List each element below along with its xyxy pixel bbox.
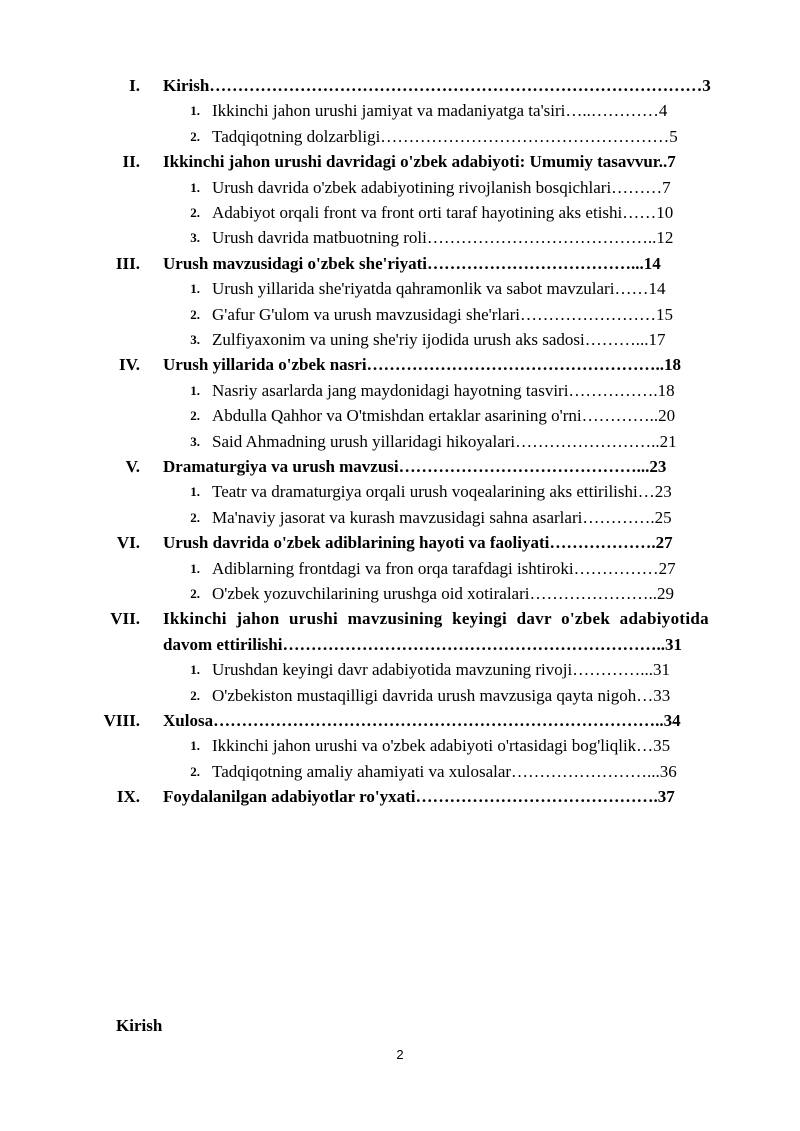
toc-section — [0, 785, 800, 809]
toc-subsection — [0, 557, 800, 581]
toc-number: 2. — [190, 763, 200, 779]
toc-entry-text: Adabiyot orqali front va front orti taraf hayotining aks etishi……10 — [212, 203, 674, 222]
toc-entry-text: O'zbekiston mustaqilligi davrida urush mavzusiga qayta nigoh…33 — [212, 685, 671, 705]
page-number: 2 — [396, 1047, 404, 1062]
toc-section — [0, 709, 800, 733]
toc-section — [0, 455, 800, 479]
toc-section — [0, 74, 800, 98]
toc-number: IX. — [116, 787, 140, 807]
toc-subsection — [0, 176, 800, 200]
toc-subsection — [0, 582, 800, 606]
toc-number: IV. — [119, 355, 140, 375]
toc-subsection — [0, 404, 800, 428]
toc-entry-text: Urush mavzusidagi o'zbek she'riyati………………………………...14 — [163, 253, 661, 273]
toc-number: I. — [129, 76, 140, 95]
toc-number: II. — [122, 152, 140, 172]
toc-number: 3. — [190, 433, 200, 449]
toc-number: 1. — [190, 103, 200, 119]
toc-subsection — [0, 760, 800, 784]
toc-number: VI. — [116, 533, 140, 553]
toc-section — [0, 150, 800, 174]
toc-subsection — [0, 277, 800, 301]
toc-entry-text: Kirish……………………………………………………………………………3 — [163, 76, 711, 95]
toc-number: 1. — [190, 662, 200, 678]
toc-entry-text: Urush davrida o'zbek adiblarining hayoti va faoliyati……………….27 — [163, 533, 673, 553]
toc-entry-text: Tadqiqotning dolzarbligi……………………………………………5 — [212, 126, 678, 146]
toc-number: III. — [115, 253, 140, 273]
toc-entry-text: Ikkinchi jahon urushi davridagi o'zbek adabiyoti: Umumiy tasavvur..7 — [163, 152, 676, 172]
toc-subsection — [0, 328, 800, 352]
toc-number: 2. — [190, 408, 200, 424]
toc-subsection — [0, 379, 800, 403]
toc-entry-text: Dramaturgiya va urush mavzusi……………………………………...23 — [163, 457, 667, 476]
toc-entry-text: Urush davrida matbuotning roli…………………………………..12 — [212, 228, 674, 248]
toc-number: 1. — [190, 738, 200, 754]
toc-entry-text: Adiblarning frontdagi va fron orqa tarafdagi ishtiroki……………27 — [212, 558, 676, 578]
toc-number: VII. — [110, 609, 140, 629]
toc-number: 2. — [190, 306, 200, 322]
toc-entry-text: O'zbek yozuvchilarining urushga oid xotiralari…………………..29 — [212, 584, 674, 603]
toc-section — [0, 353, 800, 377]
toc-number: V. — [125, 457, 140, 476]
toc-subsection — [0, 506, 800, 530]
toc-section — [0, 633, 800, 657]
toc-number: 1. — [190, 560, 200, 576]
toc-section — [0, 607, 800, 631]
toc-entry-text: Ikkinchi jahon urushi va o'zbek adabiyoti o'rtasidagi bog'liqlik…35 — [212, 736, 671, 756]
toc-number: 2. — [190, 586, 200, 601]
toc-entry-text: Nasriy asarlarda jang maydonidagi hayotning tasviri…………….18 — [212, 380, 675, 400]
toc-entry-text: Urush yillarida o'zbek nasri……………………………………………..18 — [163, 355, 682, 375]
toc-subsection — [0, 226, 800, 250]
toc-subsection — [0, 430, 800, 454]
toc-subsection — [0, 99, 800, 123]
toc-entry-text: Ikkinchi jahon urushi jamiyat va madaniyatga ta'siri…..…………4 — [212, 101, 668, 121]
toc-number: 3. — [190, 230, 200, 246]
toc-number: 2. — [190, 205, 200, 220]
toc-entry-text: Teatr va dramaturgiya orqali urush voqealarining aks ettirilishi…23 — [212, 482, 672, 502]
toc-entry-text: Ma'naviy jasorat va kurash mavzusidagi sahna asarlari………….25 — [212, 507, 672, 527]
toc-number: 2. — [190, 687, 200, 703]
toc-entry-text: Abdulla Qahhor va O'tmishdan ertaklar asarining o'rni…………..20 — [212, 406, 676, 426]
toc-entry-text: Foydalanilgan adabiyotlar ro'yxati…………………………………….37 — [163, 787, 675, 807]
toc-subsection — [0, 480, 800, 504]
section-heading: Kirish — [116, 1016, 163, 1035]
toc-number: 3. — [190, 332, 200, 347]
toc-number: 1. — [190, 179, 200, 195]
toc-subsection — [0, 201, 800, 225]
toc-entry-text: Ikkinchi jahon urushi mavzusining keyingi davr o'zbek adabiyotida — [163, 609, 709, 629]
toc-entry-text: Said Ahmadning urush yillaridagi hikoyalari……………………..21 — [212, 431, 677, 451]
toc-subsection — [0, 684, 800, 708]
toc-subsection — [0, 125, 800, 149]
toc-entry-text: Tadqiqotning amaliy ahamiyati va xulosalar……………………...36 — [212, 761, 677, 781]
toc-number: VIII. — [103, 711, 140, 730]
toc-number: 1. — [190, 281, 200, 297]
toc-entry-text: Urush yillarida she'riyatda qahramonlik va sabot mavzulari……14 — [212, 279, 666, 299]
toc-number: 1. — [190, 484, 200, 500]
toc-entry-text: G'afur G'ulom va urush mavzusidagi she'rlari……………………15 — [212, 304, 674, 324]
toc-entry-text: Xulosa……………………………………………………………………..34 — [163, 711, 681, 730]
toc-entry-text: Urush davrida o'zbek adabiyotining rivojlanish bosqichlari………7 — [212, 177, 671, 197]
toc-number: 1. — [190, 382, 200, 398]
toc-section — [0, 531, 800, 555]
toc-number: 2. — [190, 128, 200, 144]
toc-entry-text: davom ettirilishi…………………………………………………………..31 — [163, 634, 682, 654]
toc-subsection — [0, 303, 800, 327]
toc-subsection — [0, 658, 800, 682]
toc-entry-text: Zulfiyaxonim va uning she'riy ijodida urush aks sadosi………...17 — [212, 330, 666, 349]
toc-section — [0, 252, 800, 276]
toc-entry-text: Urushdan keyingi davr adabiyotida mavzuning rivoji…………...31 — [212, 660, 670, 680]
toc-subsection — [0, 734, 800, 758]
toc-number: 2. — [190, 509, 200, 525]
